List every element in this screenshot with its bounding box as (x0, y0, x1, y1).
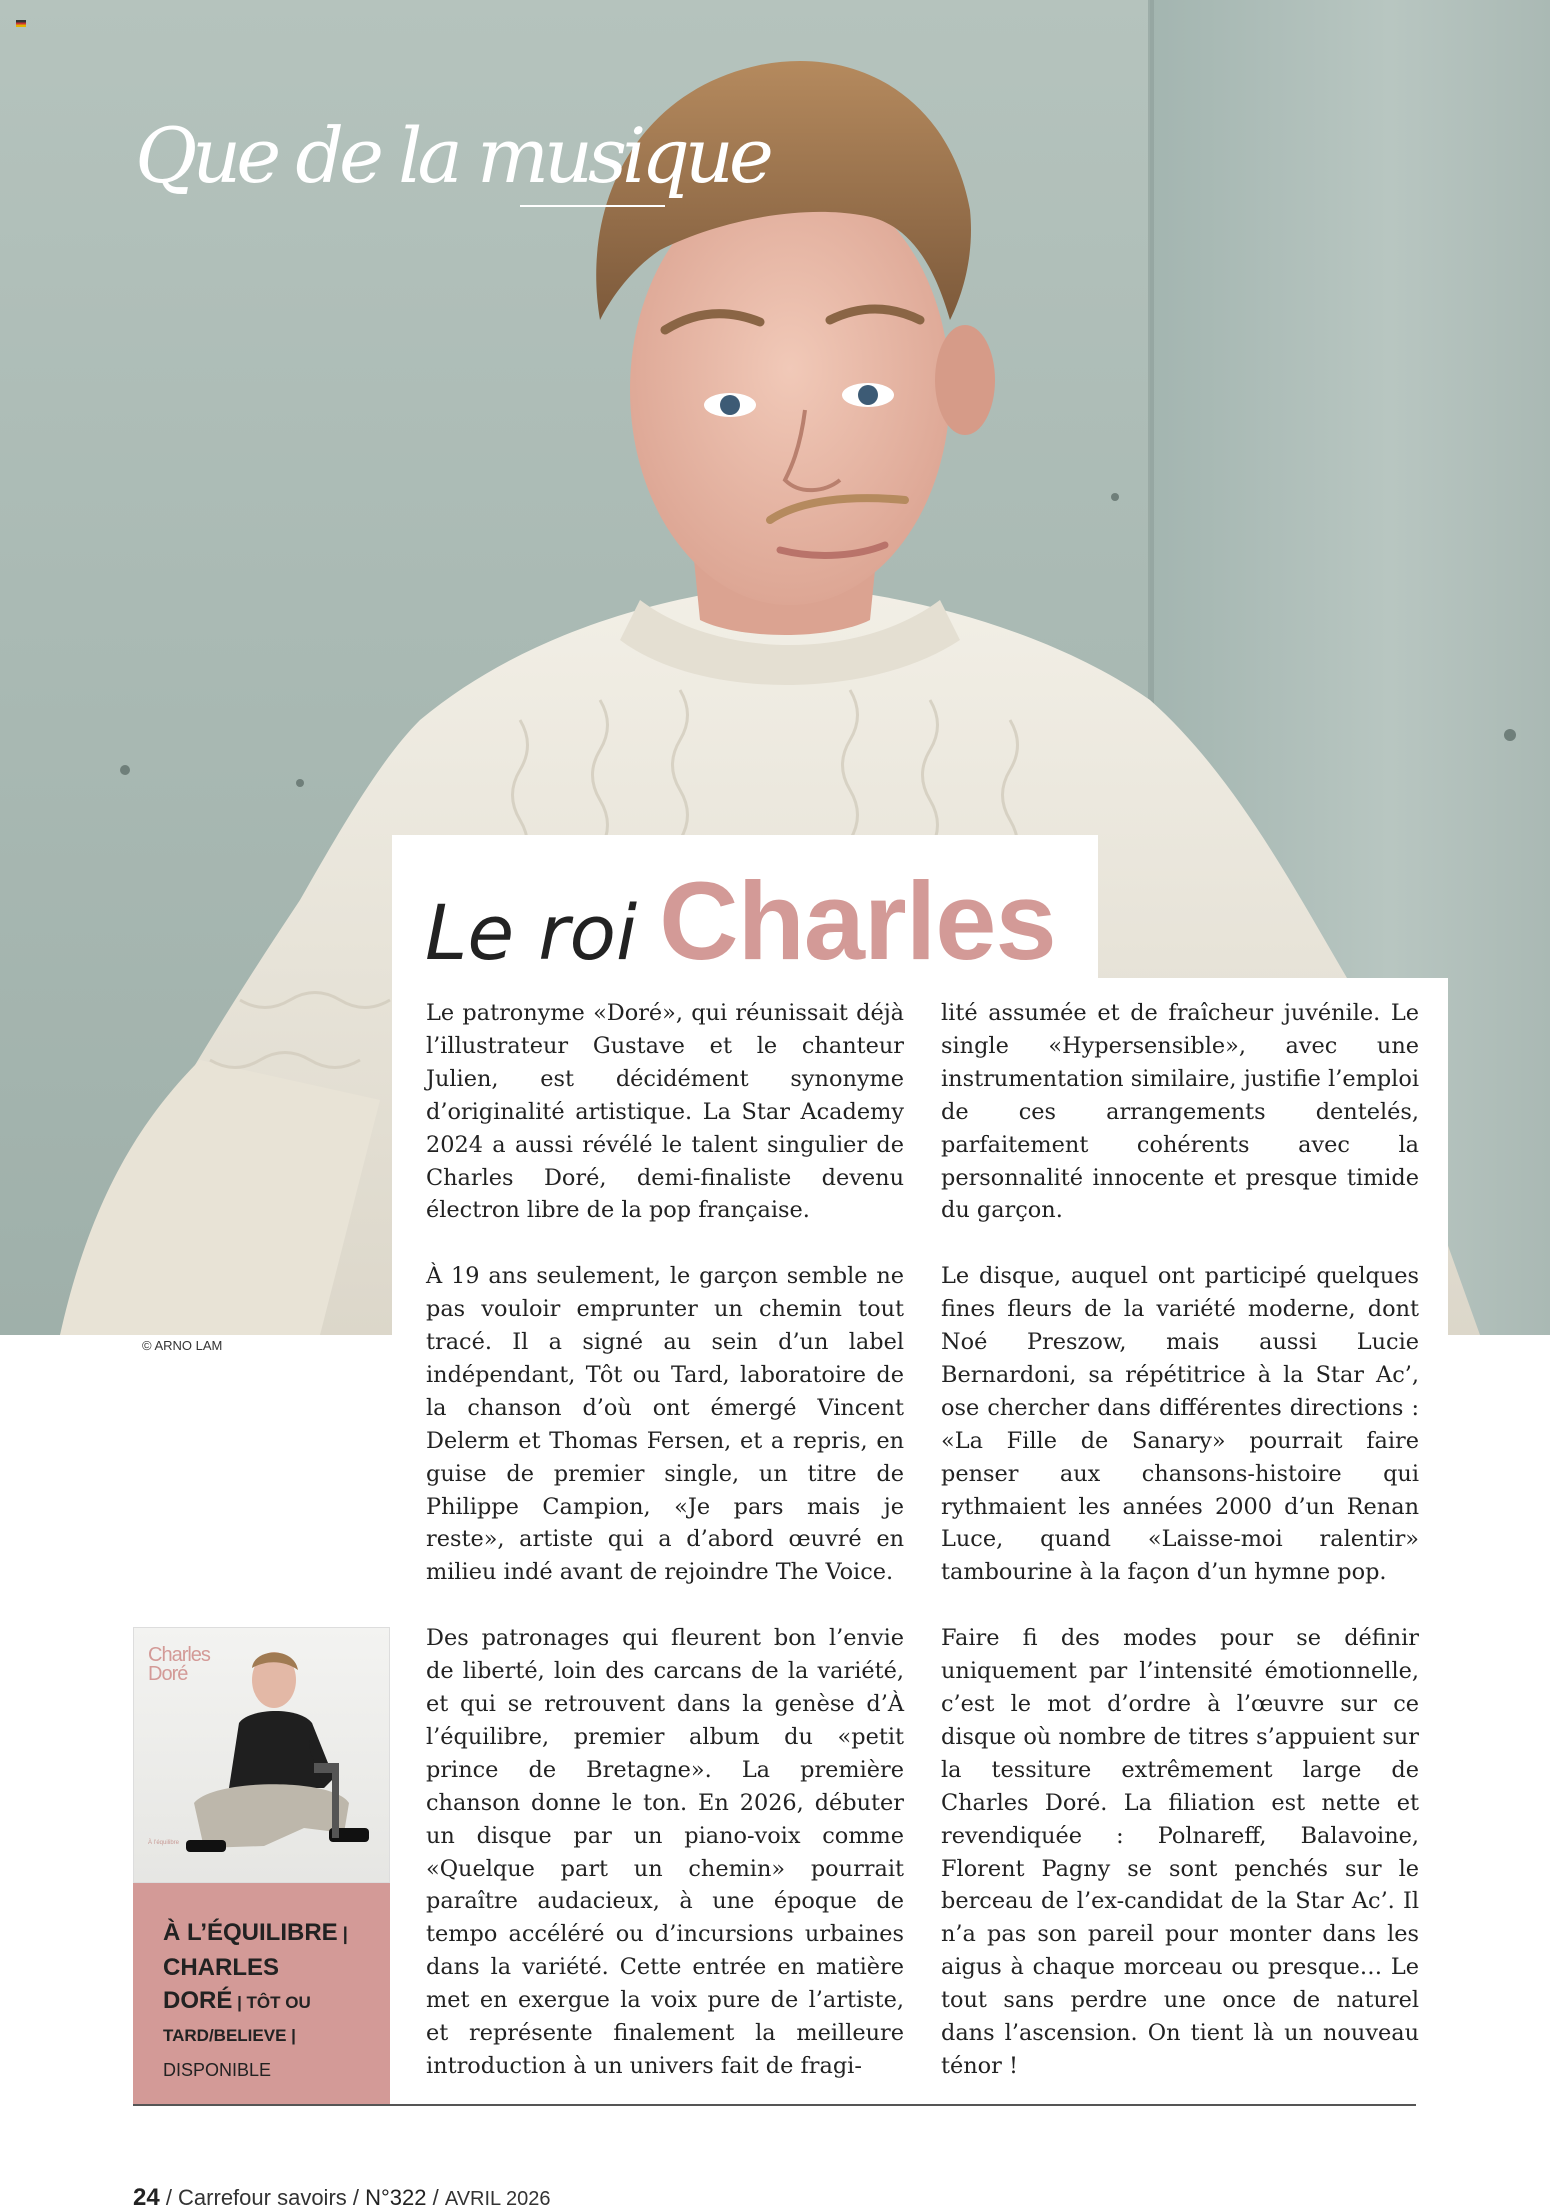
album-title-line: À L’ÉQUILIBRE | (163, 1919, 348, 1946)
section-title: Que de la musique (135, 111, 769, 200)
page-footer: 24 / Carrefour savoirs / N°322 / AVRIL 2026 (133, 2184, 551, 2211)
paragraph: Le patronyme «Doré», qui réunissait déjà l’illustrateur Gustave et le chanteur Julien, est décidément synonyme d’originalité artistique. La Star Academy 2024 a aussi révélé le talent singulier de Charles Doré, demi-finaliste devenu électron libre de la pop française. (426, 1000, 904, 1224)
album-artist-label-line: DORÉ | TÔT OU (163, 1987, 311, 2014)
divider-rule (133, 2104, 1416, 2106)
album-cover (133, 1627, 390, 1883)
paragraph: Faire fi des modes pour se définir uniquement par l’intensité émotionnelle, c’est le mot d’ordre à l’œuvre sur ce disque où nombre de titres s’appuient sur la tessiture extrêmement large de Charles Doré. La filiation est nette et revendiquée : Polnareff, Balavoine, Florent Pagny se sont penchés sur le berceau de l’ex-candidat de la Star Ac’. Il n’a pas son pareil pour monter dans les aigus à chaque morceau ou presque… Le tout sans perdre une once de naturel dans l’ascension. On tient là un nouveau ténor ! (941, 1625, 1419, 2079)
photo-credit: © ARNO LAM (142, 1338, 223, 1353)
flag-icon (16, 20, 26, 27)
album-artist-line: CHARLES (163, 1954, 280, 1981)
paragraph: À 19 ans seulement, le garçon semble ne pas vouloir emprunter un chemin tout tracé. Il a signé au sein d’un label indépendant, Tôt ou Tard, laboratoire de la chanson d’où ont émergé Vincent Delerm et Thomas Fersen, et a repris, en guise de premier single, un titre de Philippe Campion, «Je pars mais je reste», artiste qui a d’abord œuvré en milieu indé avant de rejoindre The Voice. (426, 1263, 904, 1586)
album-availability: DISPONIBLE (163, 2060, 272, 2080)
page-number: 24 (133, 2184, 160, 2211)
issue-number: N°322 (365, 2185, 427, 2210)
album-info-box (133, 1883, 390, 2105)
paragraph: lité assumée et de fraîcheur juvénile. Le single «Hypersensible», avec une instrumentation similaire, justifie l’emploi de ces arrangements dentelés, parfaitement cohérents avec la personnalité innocente et presque timide du garçon. (941, 1000, 1419, 1224)
section-title-underline (520, 205, 665, 207)
paragraph: Des patronages qui fleurent bon l’envie de liberté, loin des carcans de la variété, et qui se retrouvent dans la genèse d’À l’équilibre, premier album du «petit prince de Bretagne». La première chanson donne le ton. En 2026, débuter un disque par un piano-voix comme «Quelque part un chemin» pourrait paraître audacieux, à une époque de tempo accéléré ou d’incursions urbaines dans la variété. Cette entrée en matière met en exergue la voix pure de l’artiste, et représente finalement la meilleure introduction à un univers fait de fragi- (426, 1625, 904, 2079)
headline (425, 858, 1056, 985)
album-cover-subtitle: À l’équilibre (148, 1840, 180, 1846)
album-label-line: TARD/BELIEVE | (163, 2026, 296, 2045)
paragraph: Le disque, auquel ont participé quelques fines fleurs de la variété moderne, dont Noé Preszow, mais aussi Lucie Bernardoni, sa répétitrice à la Star Ac’, ose chercher dans différentes directions : «La Fille de Sanary» pourrait faire penser aux chansons-histoire qui rythmaient les années 2000 d’un Renan Luce, quand «Laisse-moi ralentir» tambourine à la façon d’un hymne pop. (941, 1263, 1419, 1586)
article-column-2 (941, 997, 1419, 2116)
issue-date: AVRIL 2026 (444, 2188, 551, 2210)
album-cover-title: Charles Doré (148, 1644, 210, 1685)
headline-prefix: Le roi (425, 888, 638, 977)
publication-name: Carrefour savoirs (178, 2185, 347, 2210)
headline-name: Charles (659, 860, 1056, 983)
article-column-1 (426, 997, 904, 2116)
